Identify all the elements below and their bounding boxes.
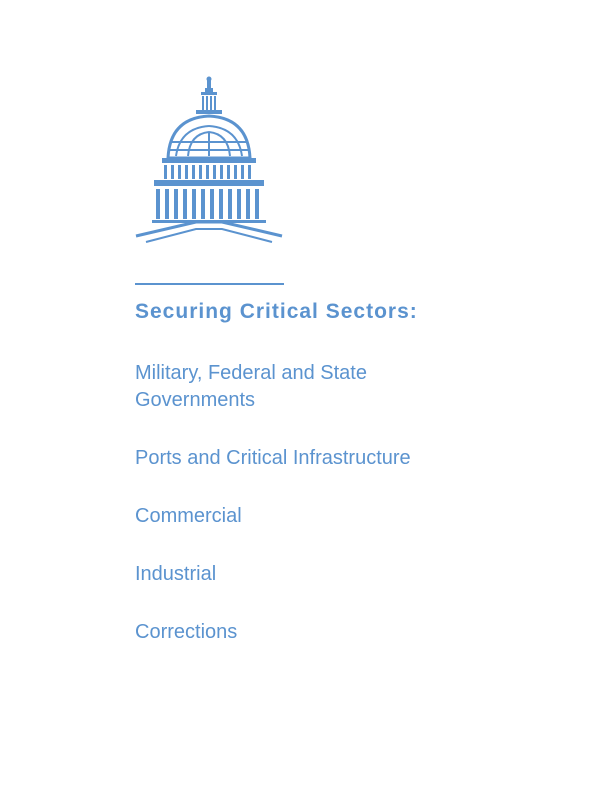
sector-item: Military, Federal and State Governments <box>135 362 367 411</box>
sector-item: Corrections <box>135 621 238 643</box>
sector-list <box>135 360 485 677</box>
capitol-dome-icon <box>134 76 284 246</box>
divider <box>135 283 284 285</box>
sector-item: Industrial <box>135 563 217 585</box>
sector-item: Commercial <box>135 505 242 527</box>
sector-item: Ports and Critical Infrastructure <box>135 447 411 469</box>
section-heading: Securing Critical Sectors: <box>135 300 418 323</box>
